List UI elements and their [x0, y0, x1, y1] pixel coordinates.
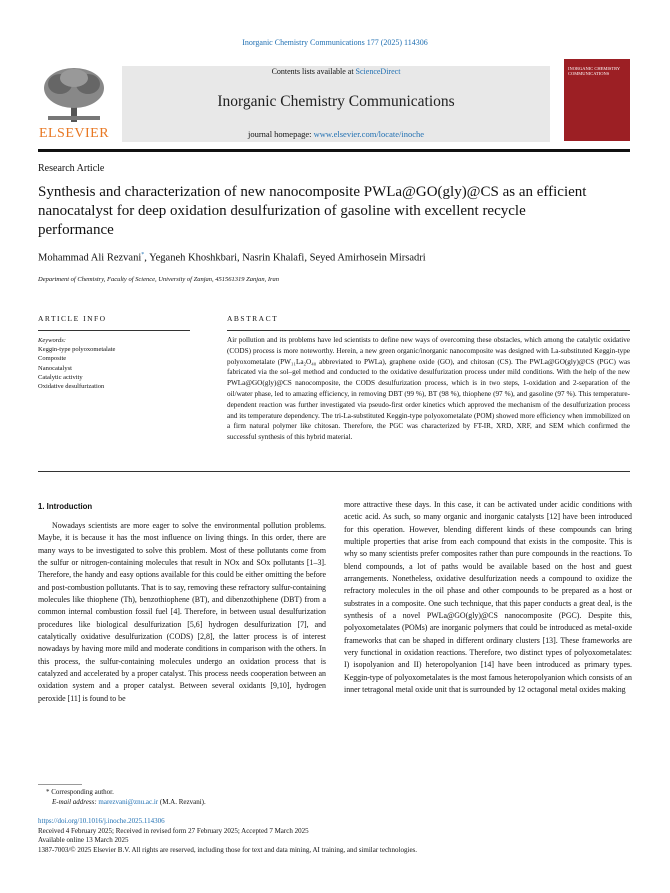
homepage-line [122, 129, 550, 139]
received-dates: Received 4 February 2025; Received in revised form 27 February 2025; Accepted 7 March 2025 [38, 826, 309, 835]
article-title: Synthesis and characterization of new nanocomposite PWLa@GO(gly)@CS as an efficient nanocatalyst for deep oxidation desulfurization of gasoline with excellent recycle performance [38, 184, 587, 238]
abstract-heading: ABSTRACT [227, 314, 279, 323]
keyword-item: Keggin-type polyoxometalate [38, 346, 116, 353]
keyword-item: Catalytic activity [38, 373, 83, 381]
available-online: Available online 13 March 2025 [38, 836, 129, 844]
contents-line [122, 67, 550, 76]
article-info-rule [38, 330, 190, 331]
doi-link[interactable]: https://doi.org/10.1016/j.inoche.2025.114306 [38, 817, 165, 825]
author-name[interactable]: Nasrin Khalafi [242, 252, 305, 264]
sciencedirect-link[interactable]: ScienceDirect [355, 67, 401, 76]
homepage-prefix: journal homepage: [247, 129, 312, 139]
publisher-logo-text: ELSEVIER [38, 126, 110, 141]
section-heading-introduction: 1. Introduction [38, 502, 93, 511]
contents-prefix: Contents lists available at [271, 67, 354, 76]
homepage-link[interactable]: www.elsevier.com/locate/inoche [313, 129, 424, 139]
keywords-label: Keywords: [38, 337, 66, 344]
email-suffix: (M.A. Rezvani). [159, 798, 206, 806]
author-name[interactable]: Yeganeh Khoshkbari [149, 252, 237, 264]
keyword-item: Oxidative desulfurization [38, 383, 105, 391]
abstract-bottom-rule [38, 471, 630, 472]
journal-title: Inorganic Chemistry Communications [217, 93, 455, 110]
intro-paragraph: more attractive these days. In this case, it can be activated under acidic conditions with acetic acid. As such, so many organic and inorganic catalysts [12] have been introduced for this operation. However, blending different kinds of these compounds can bring multiple properties that arise from each compound that exists in the composite. This is why so many scientists prefer composites rather than pure compounds in the reactions. To blend compounds, a lot of paths would be available based on the host and guest arrangements. Nonetheless, oxidative desulfurization needs a compound to oxidize the refractory molecules in the oil phase and other compounds to be prepared as a host or substrates in a composite. One such technique, that this paper conducts a great deal, is the synthesis of a novel PWLa@GO(gly)@CS nanocomposite (PGC). Despite this, polyoxometalates (POMs) are inorganic polymers that could be introduced as metal-oxide frameworks that can be shaped in different ordinary clusters [13]. These frameworks are very functional in oxidation reactions. Therefore, two distinct types of polyoxometalates: I) isopolyanion and II) heteropolyanion [14] have been introduced as primary types. Keggin-type of polyoxometalates is the most famous heteropolyanion which consists of an inner tetragonal metal oxide unit that is surrounded by 12 octagonal metal oxides making [344, 500, 632, 695]
author-name[interactable]: Seyed Amirhosein Mirsadri [309, 252, 426, 264]
header-divider [38, 149, 630, 152]
cover-title: INORGANIC CHEMISTRY COMMUNICATIONS [568, 66, 620, 76]
abstract-rule [227, 330, 630, 331]
body-column-right [344, 499, 632, 697]
footnote-divider [38, 784, 82, 785]
footnote [38, 787, 206, 807]
keyword-item: Nanocatalyst [38, 364, 72, 372]
body-column-left [38, 520, 326, 705]
keyword-item: Composite [38, 355, 67, 363]
footnote-mark: * [46, 788, 50, 796]
author-list: Mohammad Ali Rezvani*, Yeganeh Khoshkbari, Nasrin Khalafi, Seyed Amirhosein Mirsadri [38, 252, 426, 264]
author-name[interactable]: Mohammad Ali Rezvani [38, 252, 142, 264]
email-label: E-mail address: [52, 798, 97, 806]
affiliation: Department of Chemistry, Faculty of Science, University of Zanjan, 451561319 Zanjan, Iran [38, 276, 280, 283]
keyword-list [38, 345, 115, 391]
journal-reference[interactable]: Inorganic Chemistry Communications 177 (2025) 114306 [242, 38, 428, 47]
email-link[interactable]: marezvani@znu.ac.ir [98, 798, 159, 806]
article-type: Research Article [38, 163, 105, 174]
article-info-heading: ARTICLE INFO [38, 314, 107, 323]
publication-info [38, 817, 417, 855]
corresponding-mark: * [141, 252, 145, 258]
copyright: 1387-7003/© 2025 Elsevier B.V. All rights are reserved, including those for text and data mining, AI training, and similar technologies. [38, 845, 418, 854]
intro-paragraph: Nowadays scientists are more eager to solve the environmental pollution problems. Maybe, it is because it has the most influence on living things. In this order, there are many ways to be investigated to solve this problem. Most of these pollutants come from the sulfur or nitrogen-containing molecules that result in NOx and SOx pollutants [1–3]. Therefore, the handy and easy options available for this could be either omitting the before and post-combustion pollutants. That is to say, removing these refractory sulfur-containing molecules like thiophene (Th), benzothiophene (BT), and dibenzothiphene (DBT) from a common internal combustion fossil fuel [4]. Therefore, in between usual desulfurization procedures like biological desulfurization [5,6] hydrogen desulfurization [7], and catalytically oxidative desulfurization (CODS) [2,8], the latter process is of interest nowadays by having more mild and moderate conditions in comparison with the others. In this process, the sulfur-containing molecules undergo an oxidation process that is catalyzed and accelerated by a proper catalyst. This process needs cooperation between an oxidation system and a proper catalyst. Between several oxidants [9,10], hydrogen peroxide [11] is found to be [38, 521, 326, 703]
abstract-text: Air pollution and its problems have led scientists to define new ways of overcoming these obstacles, which among the catalytic oxidative (CODS) process is more noteworthy. Herein, a new green organic/inorganic nanocomposite was designed with La-substituted Keggin-type polyoxometalate (PW₁₁La₂O₄₀ abbreviated to PWLa), graphene oxide (GO), and chitosan (CS). The PWLa@GO(gly)@CS (PGC) was fabricated via the sol–gel method and conducted to the oxidative desulfurization process under mild conditions. With the help of the new PWLa@GO(gly)@CS nanocomposite, the CODS desulfurization process, which is in two steps, 1-oxidation and 2-separation of the oil/water phase, led to amazing efficiency, in removing DBT (99 %), BT (98 %), thiophene (97 %), and gasoline (97 %). This temperature-dependent reaction was further investigated via pseudo-first order kinetics which approved the mechanism of the desulfurization process and its temperature dependency. The tri-La-substituted Keggin-type polyoxometalate (POM) showed more efficiency when immobilized on a firm natural polymer like chitosan. Therefore, the PGC was characterized by FT-IR, XRD, XRF, and SEM which confirmed the successful synthesis of this hybrid material. [227, 336, 630, 442]
corresponding-label: Corresponding author. [51, 788, 114, 796]
